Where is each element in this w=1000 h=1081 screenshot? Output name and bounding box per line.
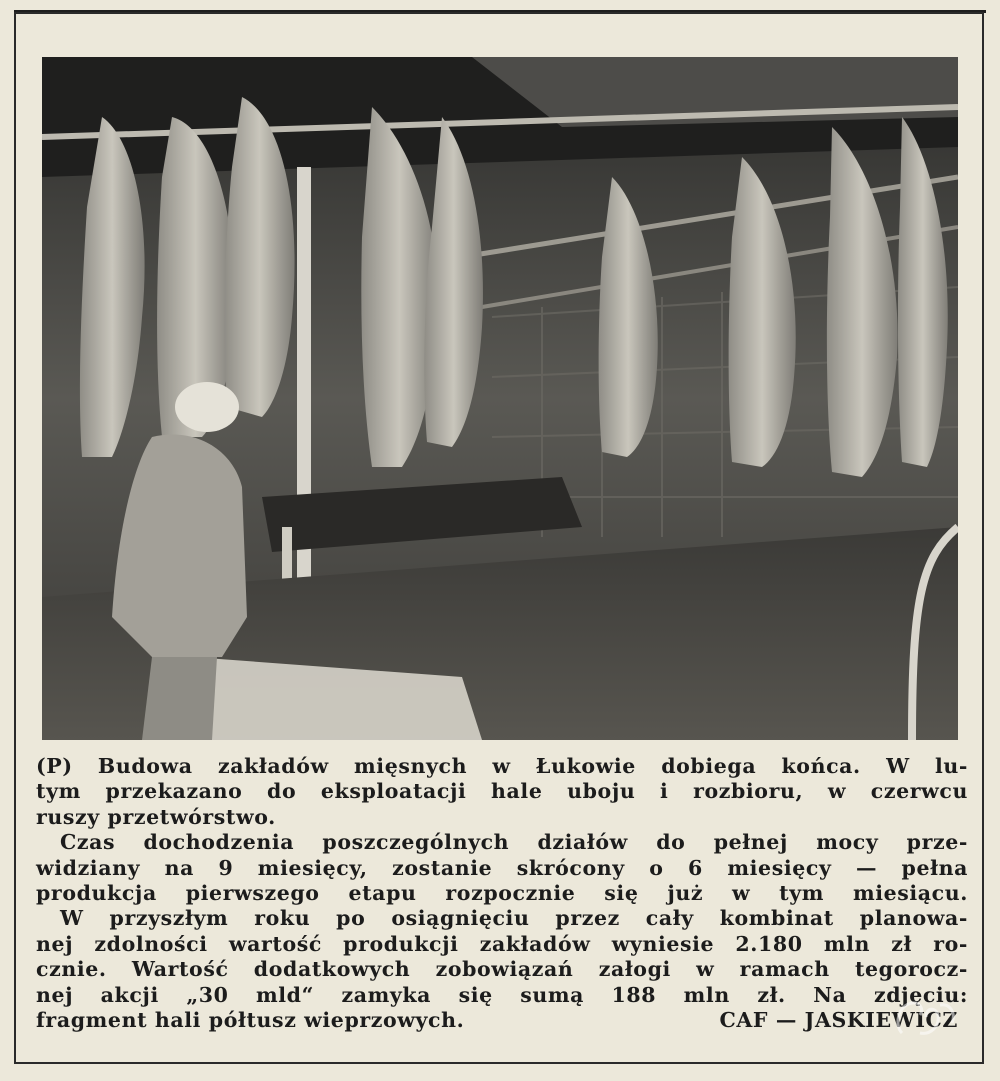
photo-caption: [36, 754, 968, 1033]
caption-line: (P) Budowa zakładów mięsnych w Łukowie dobiega końca. W lu-: [36, 754, 968, 778]
caption-line: nej zdolności wartość produkcji zakładów wyniesie 2.180 mln zł ro-: [36, 931, 968, 956]
caption-line: ruszy przetwórstwo.: [36, 804, 276, 829]
caption-line: cznie. Wartość dodatkowych zobowiązań załogi w ramach tegorocz-: [36, 957, 968, 982]
caption-line: nej akcji „30 mld“ zamyka się sumą 188 mln zł. Na zdjęciu:: [36, 982, 968, 1007]
caption-line: fragment hali półtusz wieprzowych.: [36, 1008, 465, 1033]
news-photo: [42, 57, 958, 740]
caption-line: produkcja pierwszego etapu rozpocznie się już w tym miesiącu.: [36, 881, 968, 906]
caption-line: Czas dochodzenia poszczególnych działów do pełnej mocy prze-: [60, 830, 968, 855]
photo-credit: CAF — JASKIEWICZ: [719, 1008, 958, 1033]
photo-image: [42, 57, 958, 740]
caption-line: W przyszłym roku po osiągnięciu przez cały kombinat planowa-: [60, 906, 968, 931]
caption-line: tym przekazano do eksploatacji hale uboju i rozbioru, w czerwcu: [36, 779, 968, 804]
caption-final-line: [36, 1008, 968, 1033]
caption-line: widziany na 9 miesięcy, zostanie skrócony o 6 miesięcy — pełna: [36, 855, 968, 880]
archive-watermark-icon: [890, 985, 960, 1045]
